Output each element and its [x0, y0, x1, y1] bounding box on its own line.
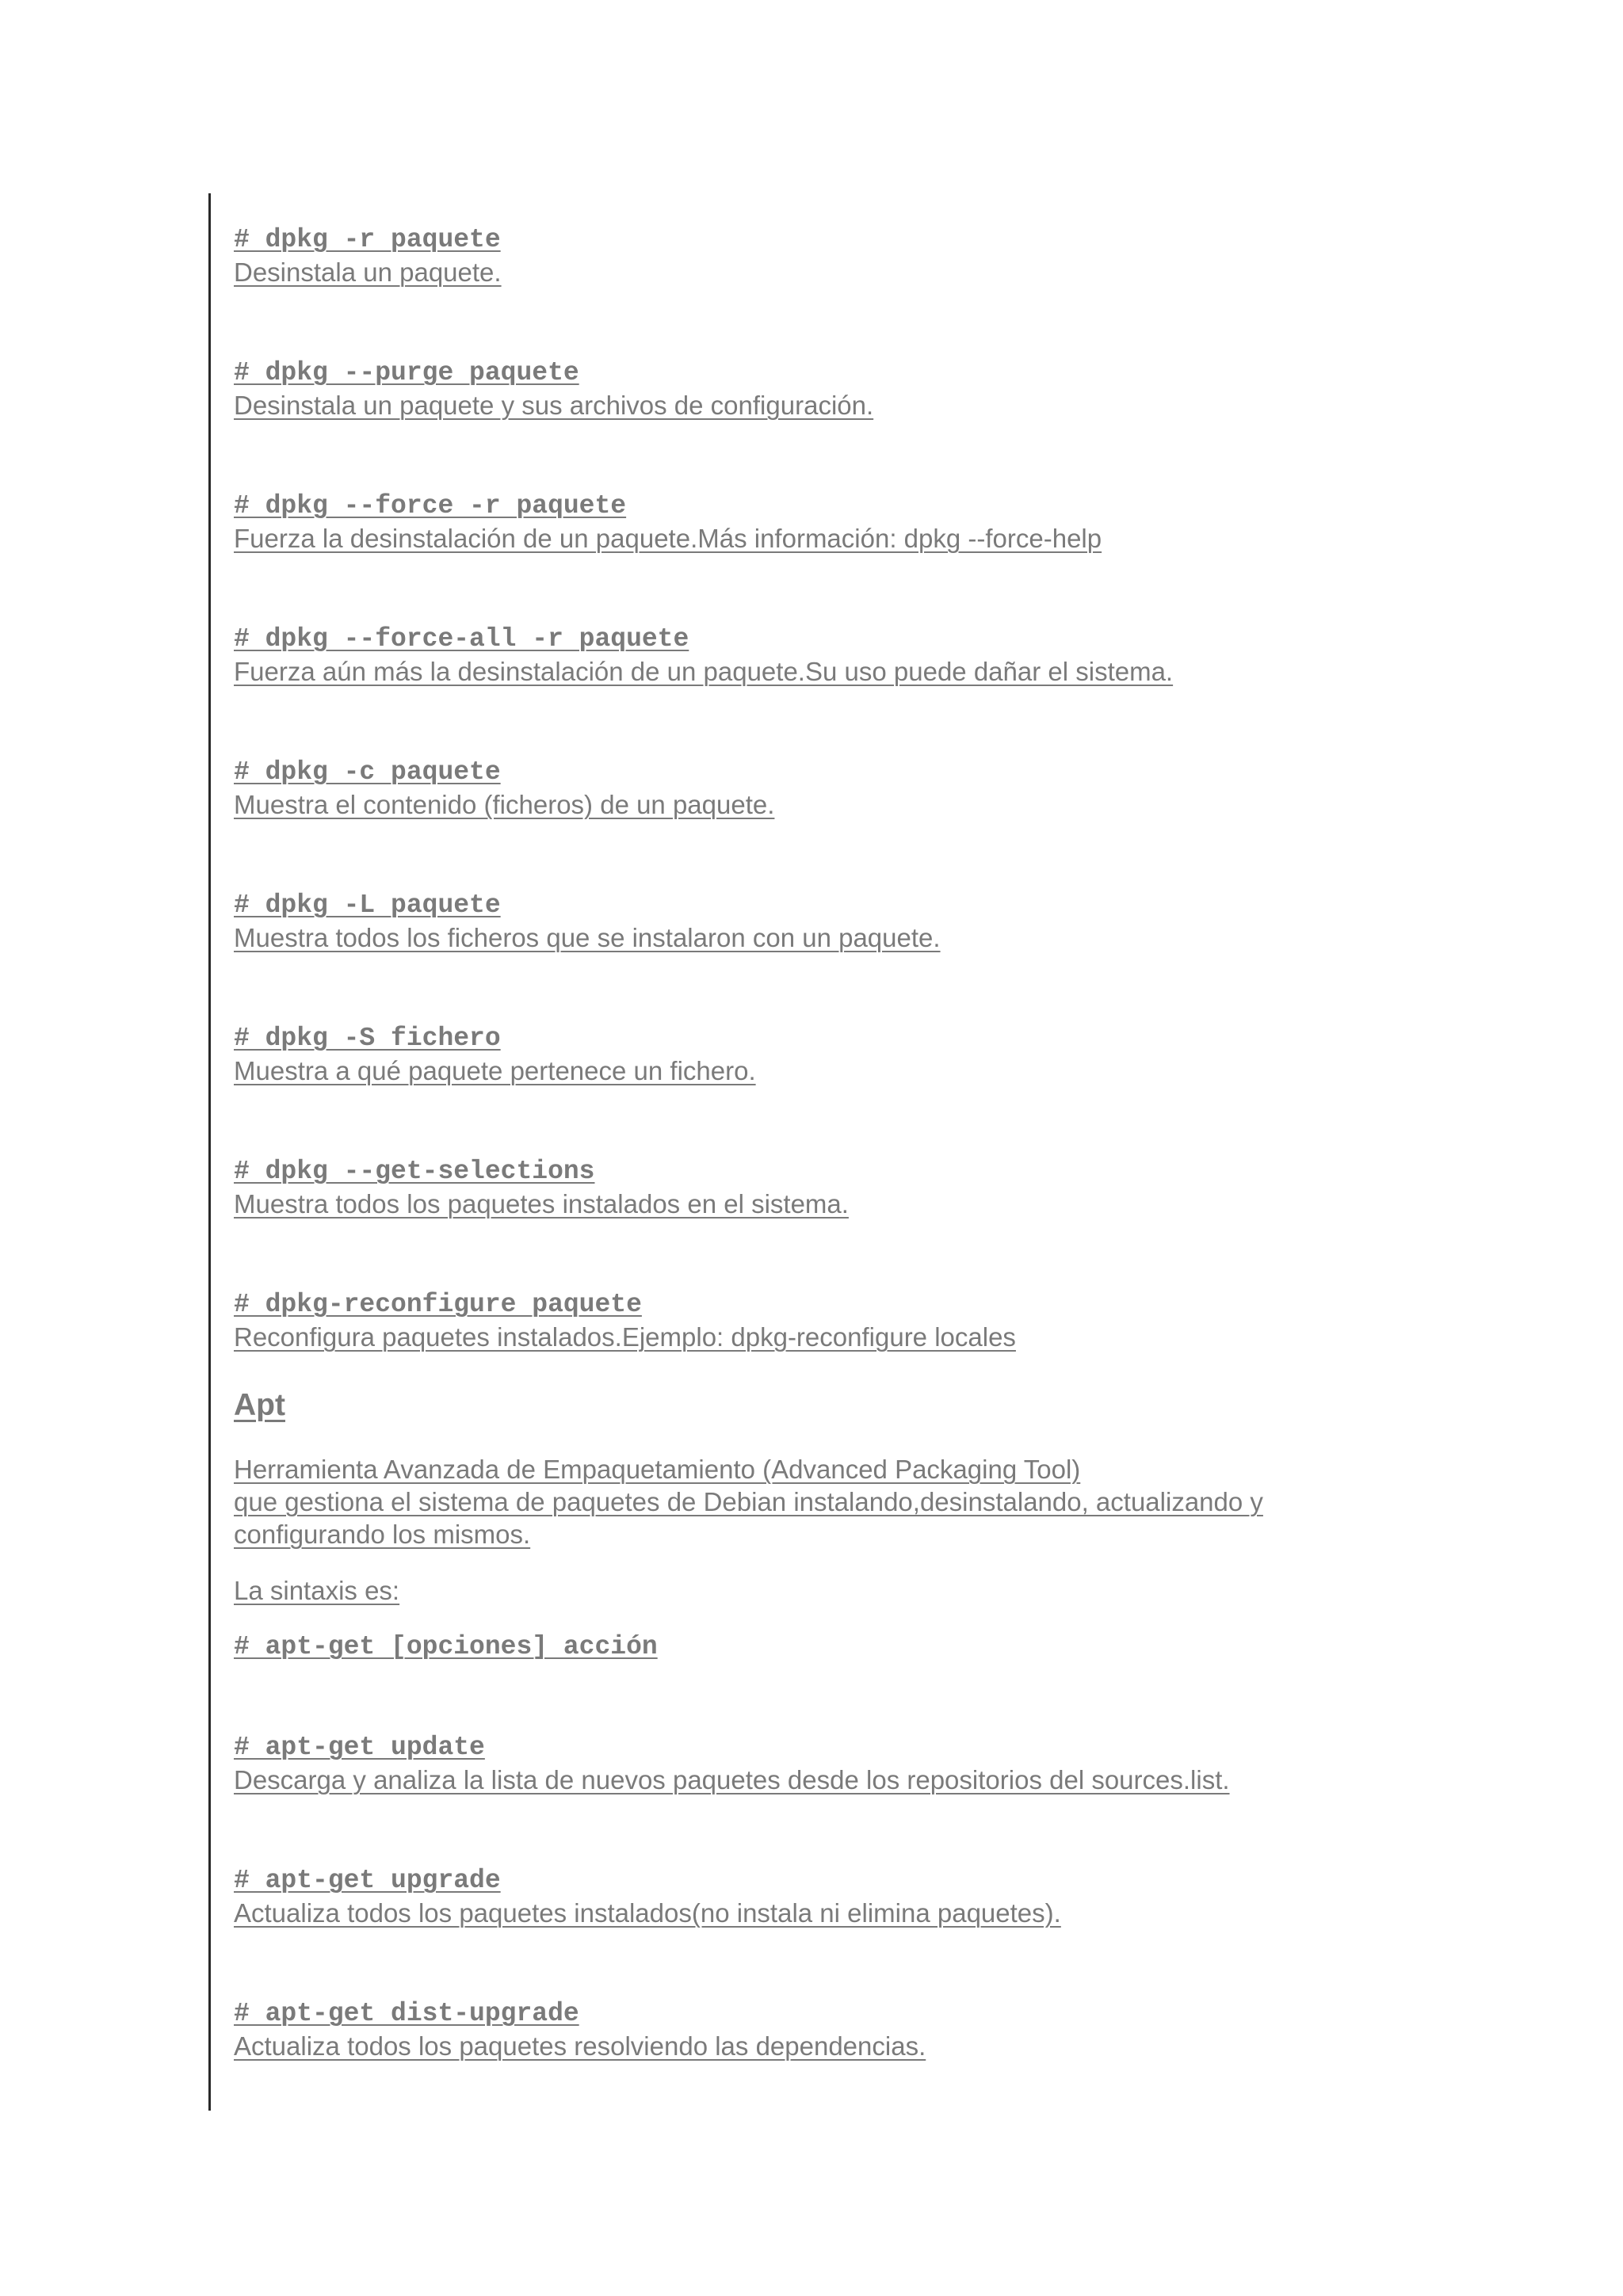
dpkg-entry — [234, 756, 1423, 821]
intro-line: configurando los mismos. — [234, 1520, 531, 1549]
command-description: Actualiza todos los paquetes resolviendo las dependencias. — [234, 2031, 926, 2061]
apt-entry — [234, 1731, 1423, 1796]
command-line: # dpkg -L paquete — [234, 891, 501, 920]
intro-line: que gestiona el sistema de paquetes de Debian instalando,desinstalando, actualizando y — [234, 1487, 1263, 1516]
dpkg-entry — [234, 1022, 1423, 1087]
syntax-command-block — [234, 1630, 1423, 1663]
command-description: Fuerza aún más la desinstalación de un paquete.Su uso puede dañar el sistema. — [234, 657, 1174, 686]
command-line: # dpkg-reconfigure paquete — [234, 1290, 642, 1319]
command-description: Muestra todos los ficheros que se instalaron con un paquete. — [234, 923, 941, 952]
command-description: Actualiza todos los paquetes instalados(no instala ni elimina paquetes). — [234, 1898, 1061, 1928]
command-line: # dpkg --purge paquete — [234, 358, 579, 387]
dpkg-entry — [234, 889, 1423, 954]
command-description: Fuerza la desinstalación de un paquete.Más información: dpkg --force-help — [234, 524, 1102, 553]
dpkg-entry — [234, 357, 1423, 421]
command-line: # apt-get upgrade — [234, 1866, 501, 1895]
command-description: Muestra el contenido (ficheros) de un paquete. — [234, 790, 775, 819]
command-description: Reconfigura paquetes instalados.Ejemplo: dpkg-reconfigure locales — [234, 1322, 1016, 1352]
apt-intro-paragraph — [234, 1453, 1423, 1550]
left-margin-rule — [208, 193, 211, 2111]
command-line: # dpkg --force -r paquete — [234, 491, 627, 521]
command-description: Desinstala un paquete. — [234, 257, 502, 287]
command-line: # dpkg --force-all -r paquete — [234, 624, 689, 654]
apt-entry — [234, 1997, 1423, 2062]
syntax-label-paragraph — [234, 1574, 1423, 1607]
dpkg-entry — [234, 1155, 1423, 1220]
document-content — [234, 223, 1423, 2130]
command-line: # dpkg --get-selections — [234, 1157, 595, 1186]
syntax-label: La sintaxis es: — [234, 1576, 400, 1605]
command-line: # dpkg -c paquete — [234, 757, 501, 787]
syntax-command: # apt-get [opciones] acción — [234, 1632, 658, 1661]
command-description: Muestra a qué paquete pertenece un fichero. — [234, 1056, 756, 1085]
command-line: # apt-get dist-upgrade — [234, 1999, 579, 2028]
intro-line: Herramienta Avanzada de Empaquetamiento (Advanced Packaging Tool) — [234, 1455, 1081, 1484]
dpkg-entry — [234, 223, 1423, 288]
command-line: # dpkg -r paquete — [234, 225, 501, 254]
apt-entry — [234, 1864, 1423, 1929]
dpkg-entry — [234, 623, 1423, 688]
command-line: # apt-get update — [234, 1733, 485, 1762]
command-description: Descarga y analiza la lista de nuevos paquetes desde los repositorios del sources.list. — [234, 1765, 1230, 1794]
command-description: Desinstala un paquete y sus archivos de configuración. — [234, 391, 874, 420]
dpkg-entry — [234, 490, 1423, 555]
command-description: Muestra todos los paquetes instalados en el sistema. — [234, 1189, 849, 1219]
command-line: # dpkg -S fichero — [234, 1024, 501, 1053]
dpkg-entry — [234, 1288, 1423, 1353]
section-heading-apt: Apt — [234, 1388, 285, 1422]
